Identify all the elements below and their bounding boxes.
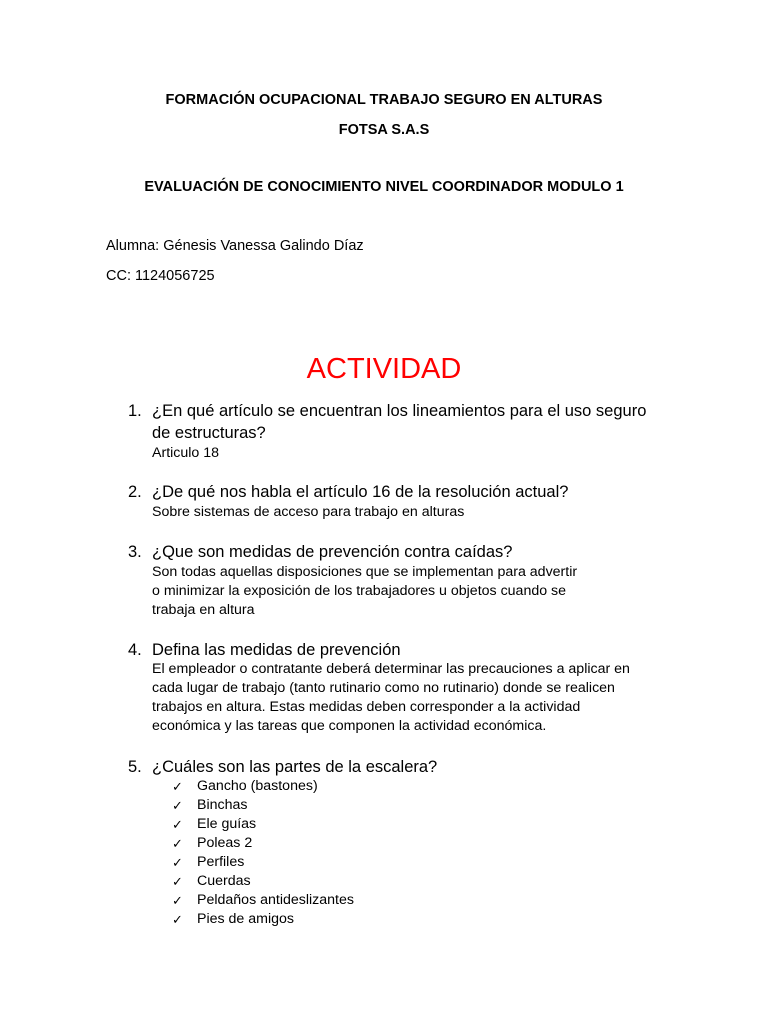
- question-4: [128, 639, 648, 661]
- question-text: ¿Que son medidas de prevención contra caídas?: [152, 543, 513, 561]
- question-2: [128, 481, 648, 503]
- checkmark-icon: ✓: [172, 912, 183, 927]
- list-item: ✓ Ele guías: [172, 816, 257, 832]
- list-item: ✓ Cuerdas: [172, 873, 251, 889]
- answer-4: El empleador o contratante deberá determinar las precauciones a aplicar en cada lugar de trabajo (tanto rutinario como no rutinario) donde se realicen trabajos en altura. Estas medidas deben corresponder a la actividad económica y las tareas que componen la actividad económica.: [152, 661, 630, 734]
- document-title: FORMACIÓN OCUPACIONAL TRABAJO SEGURO EN ALTURAS: [165, 92, 603, 108]
- student-name: Alumna: Génesis Vanessa Galindo Díaz: [106, 238, 364, 254]
- list-item: ✓ Gancho (bastones): [172, 778, 318, 794]
- checkmark-icon: ✓: [172, 817, 183, 832]
- checkmark-icon: ✓: [172, 798, 183, 813]
- checkmark-icon: ✓: [172, 779, 183, 794]
- question-text: ¿En qué artículo se encuentran los lineamientos para el uso seguro de estructuras?: [152, 402, 647, 442]
- list-item: ✓ Pies de amigos: [172, 911, 294, 927]
- question-number: 5.: [128, 758, 142, 776]
- answer-2: Sobre sistemas de acceso para trabajo en alturas: [152, 504, 465, 520]
- company-name: FOTSA S.A.S: [338, 122, 430, 138]
- answer-3: Son todas aquellas disposiciones que se implementan para advertir o minimizar la exposición de los trabajadores u objetos cuando se trabaja en altura: [152, 564, 578, 618]
- question-number: 1.: [128, 402, 142, 420]
- list-item: ✓ Perfiles: [172, 854, 245, 870]
- question-1: [128, 400, 648, 444]
- question-number: 3.: [128, 543, 142, 561]
- question-text: ¿De qué nos habla el artículo 16 de la resolución actual?: [152, 483, 569, 501]
- list-item: ✓ Poleas 2: [172, 835, 253, 851]
- ladder-parts-list: [172, 777, 354, 929]
- student-id: CC: 1124056725: [106, 268, 215, 284]
- checkmark-icon: ✓: [172, 893, 183, 908]
- answer-1: Articulo 18: [152, 445, 220, 461]
- list-item: ✓ Peldaños antideslizantes: [172, 892, 354, 908]
- checkmark-icon: ✓: [172, 855, 183, 870]
- question-text: ¿Cuáles son las partes de la escalera?: [152, 758, 438, 776]
- question-number: 2.: [128, 483, 142, 501]
- question-text: Defina las medidas de prevención: [152, 641, 401, 659]
- question-3: [128, 541, 648, 563]
- evaluation-subtitle: EVALUACIÓN DE CONOCIMIENTO NIVEL COORDINADOR MODULO 1: [144, 179, 624, 195]
- activity-title: ACTIVIDAD: [306, 353, 462, 385]
- list-item: ✓ Binchas: [172, 797, 248, 813]
- question-number: 4.: [128, 641, 142, 659]
- question-5: [128, 756, 648, 778]
- checkmark-icon: ✓: [172, 874, 183, 889]
- checkmark-icon: ✓: [172, 836, 183, 851]
